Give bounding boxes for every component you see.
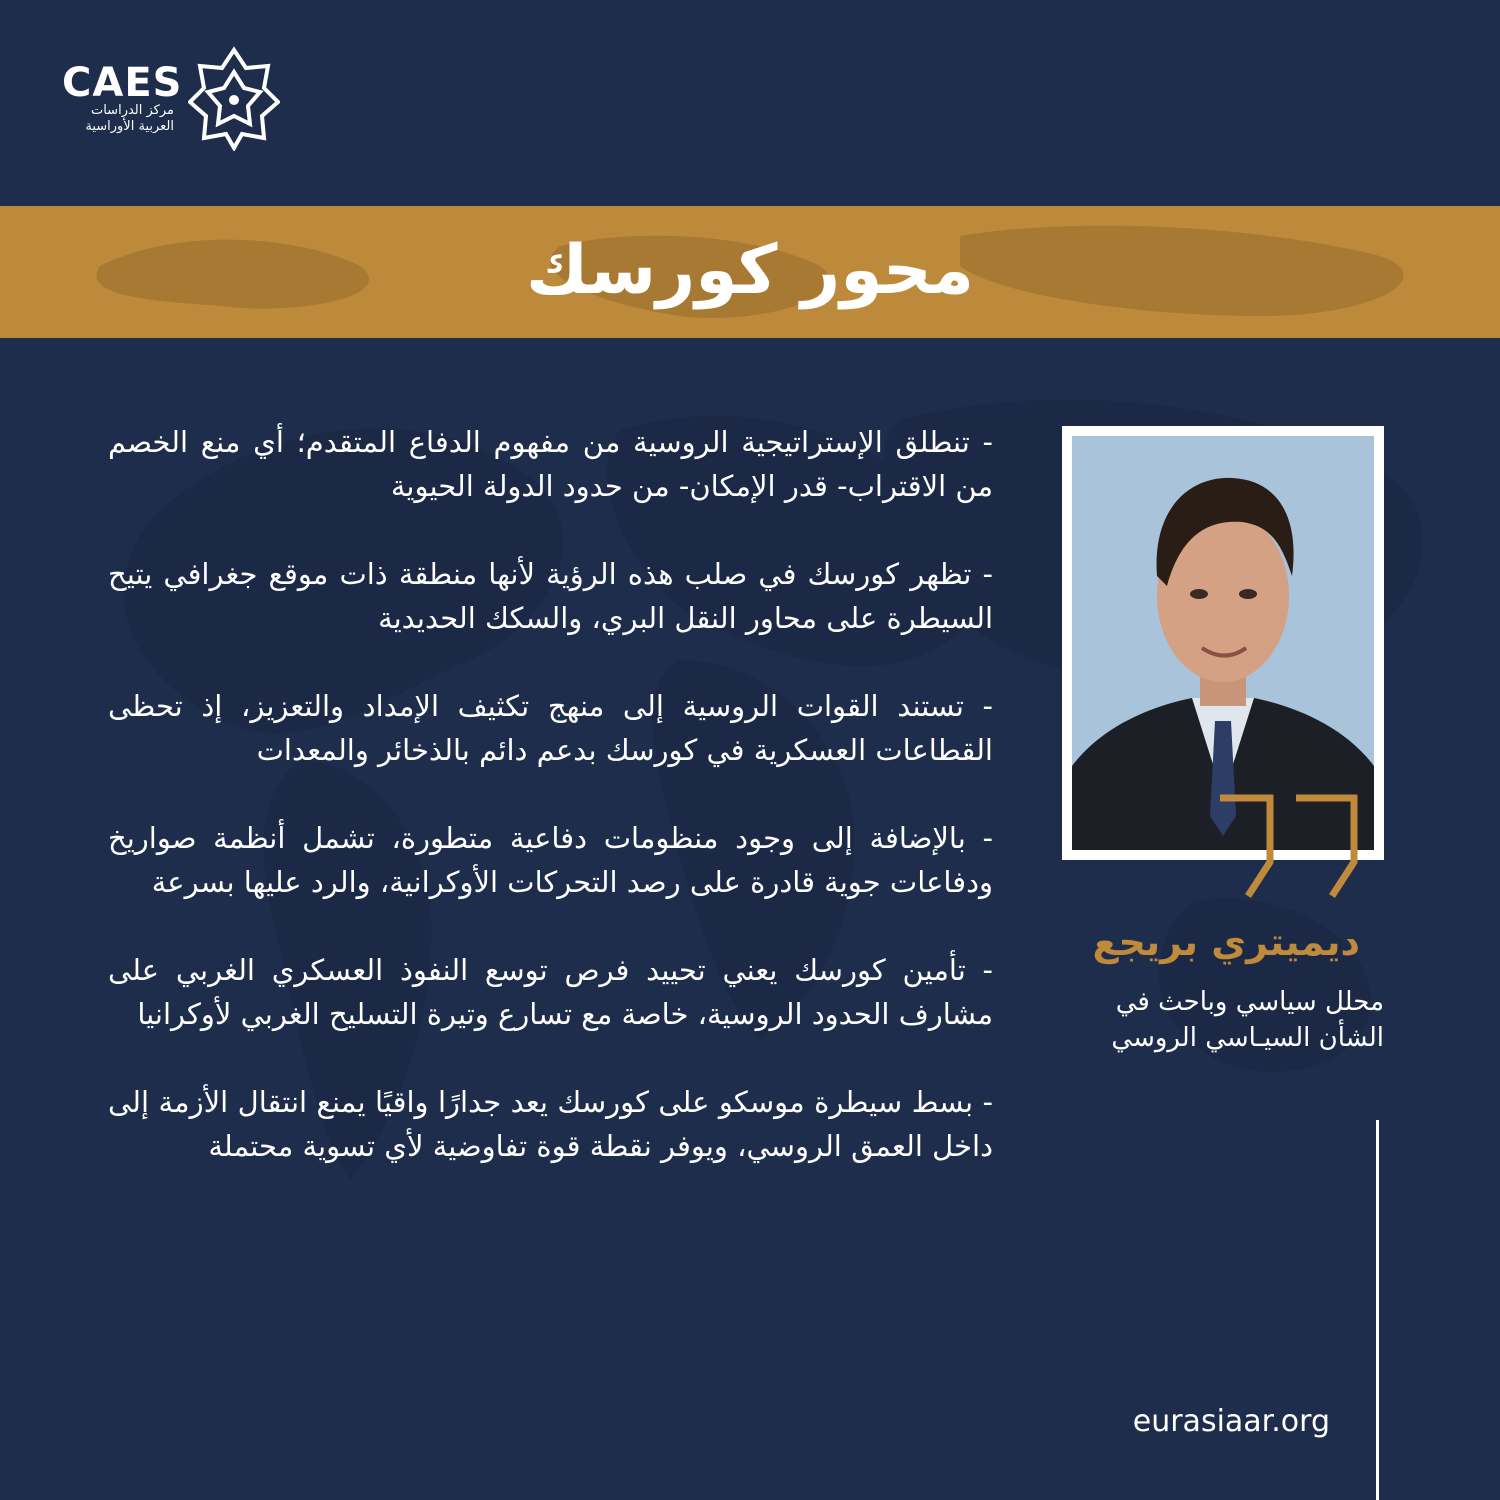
expert-photo (1072, 436, 1374, 850)
key-point-3: - تستند القوات الروسية إلى منهج تكثيف الإمداد والتعزيز، إذ تحظى القطاعات العسكرية في كورسك بدعم دائم بالذخائر والمعدات (108, 689, 993, 767)
website-link[interactable]: eurasiaar.org (1132, 1404, 1330, 1439)
expert-name: ديميتري بريجع (1092, 920, 1360, 964)
logo-name-line2: العربية الأوراسية (85, 119, 174, 134)
quotation-mark-icon (1214, 792, 1364, 902)
logo-name-line1: مركز الدراسات (90, 103, 174, 118)
title-banner (0, 206, 1500, 338)
expert-role-line1: محلل سياسي وباحث في (1115, 987, 1384, 1017)
banner-title: محور كورسك (525, 231, 975, 310)
star-emblem-icon (188, 46, 280, 151)
expert-role (1060, 984, 1384, 1056)
key-point-1: - تنطلق الإستراتيجية الروسية من مفهوم الدفاع المتقدم؛ أي منع الخصم من الاقتراب- قدر الإمكان- من حدود الدولة الحيوية (108, 425, 993, 503)
key-point-4: - بالإضافة إلى وجود منظومات دفاعية متطورة، تشمل أنظمة صواريخ ودفاعات جوية قادرة على رصد التحركات الأوكرانية، والرد عليها بسرعة (108, 821, 993, 899)
key-point-6: - بسط سيطرة موسكو على كورسك يعد جدارًا واقيًا يمنع انتقال الأزمة إلى داخل العمق الروسي، ويوفر نقطة قوة تفاوضية لأي تسوية محتملة (108, 1085, 993, 1163)
key-point-2: - تظهر كورسك في صلب هذه الرؤية لأنها منطقة ذات موقع جغرافي يتيح السيطرة على محاور النقل البري، والسكك الحديدية (108, 557, 993, 635)
key-points-list (108, 420, 993, 1212)
expert-role-line2: الشأن السيـاسي الروسي (1111, 1023, 1384, 1053)
key-point-5: - تأمين كورسك يعني تحييد فرص توسع النفوذ العسكري الغربي على مشارف الحدود الروسية، خاصة مع تسارع وتيرة التسليح الغربي لأوكرانيا (108, 953, 993, 1031)
divider-line (1376, 1120, 1379, 1500)
portrait-illustration (1072, 436, 1374, 850)
logo-abbreviation: CAES (62, 60, 183, 106)
logo-arabic-name (64, 103, 174, 135)
